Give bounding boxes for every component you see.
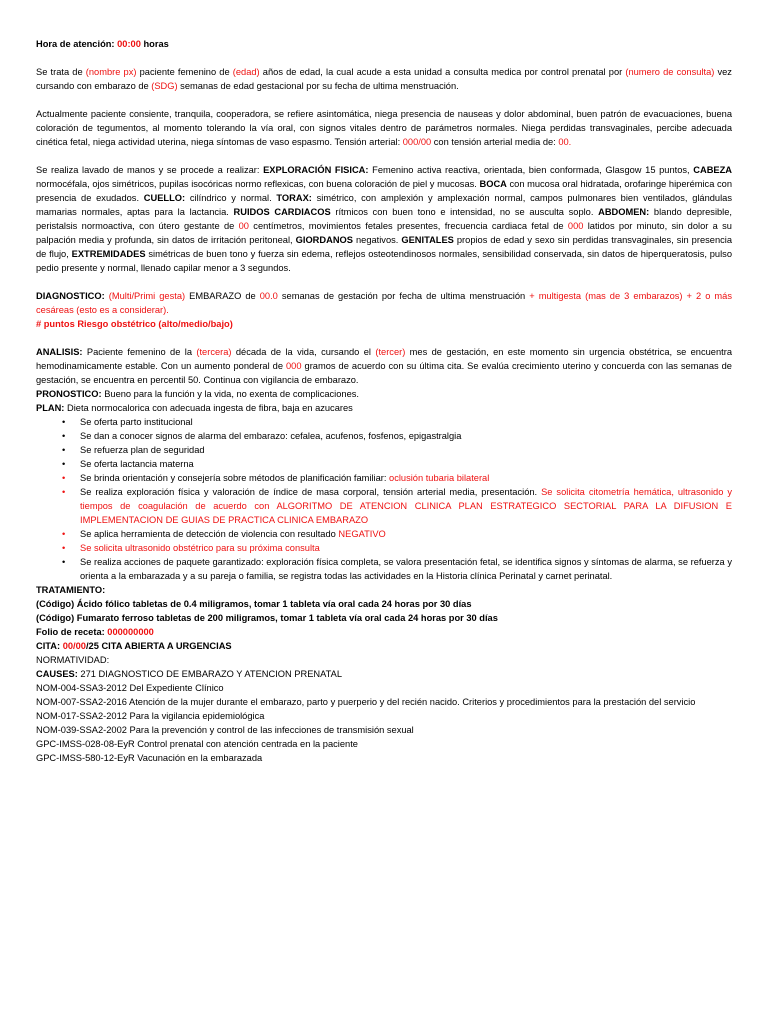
multigesta-note: + multigesta (mas de 3 embarazos) + 2 o más cesáreas (esto es a considerar). [36, 291, 732, 315]
appointment-label: CITA: [36, 641, 63, 651]
appointment-line [36, 639, 732, 653]
risk-label: # puntos Riesgo obstétrico [36, 319, 156, 329]
list-item [36, 485, 732, 527]
prognosis-label: PRONOSTICO: [36, 389, 102, 399]
norm-item: NOM-039-SSA2-2002 Para la prevención y control de las infecciones de transmisión sexual [36, 725, 414, 735]
appointment-date: 00/00 [62, 641, 86, 651]
text: simétricas de buen tono y fuerza sin edema, reflejos osteotendinosos normales, sensibilidad conservada, sin datos de hiperqueratosis, pulso pedio presente y normal, llenado capilar menor a 3 segundos. [36, 249, 732, 273]
text: gramos de acuerdo con su última cita. Se evalúa crecimiento uterino y concuerda con las semanas de gestación, se encuentra en percentil 50. Continua con vigilancia de embarazo. [36, 361, 732, 385]
prognosis-line [36, 387, 732, 401]
exam-heading: CABEZA [693, 165, 733, 175]
list-item-text: Se dan a conocer signos de alarma del embarazo: cefalea, acufenos, fosfenos, epigastralgia [80, 431, 462, 441]
text: propios de edad y sexo sin perdidas transvaginales, sin presencia de flujo, [36, 235, 732, 259]
list-item-highlight: Se solicita citometría hemática, ultrasonido y tiempos de coagulación de acuerdo con ALGORITMO DE ATENCION CLINICA PLAN ESTRATEGICO SECTORIAL PARA LA DIFUSION E IMPLEMENTACION DE GUIAS DE PRACTICA CLINICA EMBARAZO [80, 487, 732, 525]
bullet-icon: • [62, 473, 66, 483]
text: negativos. [352, 235, 402, 245]
causes-line [36, 667, 732, 681]
text: centímetros, movimientos fetales presentes, frecuencia cardiaca fetal de [248, 221, 568, 231]
prescription-2 [36, 611, 732, 625]
diagnosis-label: DIAGNOSTICO: [36, 291, 105, 301]
decade-placeholder: (tercera) [196, 347, 232, 357]
risk-value-placeholder: (alto/medio/bajo) [155, 319, 233, 329]
text: Femenino activa reactiva, orientada, bien conformada, Glasgow 15 puntos, [368, 165, 694, 175]
text: con mucosa oral hidratada, orofaringe hiperémica con presencia de exudados. [36, 179, 732, 203]
causes-label: CAUSES: [36, 669, 78, 679]
text: Paciente femenino de la [82, 347, 197, 357]
norm-item: GPC-IMSS-028-08-EyR Control prenatal con atención centrada en la paciente [36, 739, 358, 749]
treatment-label: TRATAMIENTO: [36, 585, 106, 595]
list-item [36, 443, 732, 457]
text: normocéfala, ojos simétricos, pupilas isocóricas normo reflexicas, con buena coloración de piel y mucosas. [36, 179, 480, 189]
uterine-height-value: 00 [238, 221, 249, 231]
text: semanas de gestación por fecha de ultima menstruación [277, 291, 530, 301]
text: vez cursando con embarazo de [36, 67, 732, 91]
fetal-heart-rate-value: 000 [567, 221, 584, 231]
list-item [36, 527, 732, 541]
list-item [36, 457, 732, 471]
plan-text: Dieta normocalorica con adecuada ingesta de fibra, baja en azucares [64, 403, 353, 413]
causes-text: 271 DIAGNOSTICO DE EMBARAZO Y ATENCION PRENATAL [77, 669, 343, 679]
list-item-text: Se oferta parto institucional [80, 417, 193, 427]
gesta-placeholder: (Multi/Primi gesta) [104, 291, 186, 301]
text: años de edad, la cual acude a esta unidad a consulta medica por control prenatal por [259, 67, 626, 77]
bullet-icon: • [62, 459, 66, 469]
text: mes de gestación, en este momento sin urgencia obstétrica, se encuentra hemodinamicamente estable. Con un aumento ponderal de [36, 347, 732, 371]
norm-item: GPC-IMSS-580-12-EyR Vacunación en la embarazada [36, 753, 263, 763]
list-item-text: Se aplica herramienta de detección de violencia con resultado [80, 529, 339, 539]
attention-label: Hora de atención: [36, 39, 115, 49]
exam-heading: GIORDANOS [295, 235, 353, 245]
intro-paragraph [36, 65, 732, 93]
bullet-icon: • [62, 445, 66, 455]
list-item [36, 541, 732, 555]
attention-time-value: 00:00 [117, 39, 141, 49]
diagnosis-paragraph [36, 289, 732, 317]
list-item [36, 415, 732, 429]
text: Se trata de [36, 67, 86, 77]
exam-heading: RUIDOS CARDIACOS [233, 207, 331, 217]
text: Se realiza lavado de manos y se procede a realizar: [36, 165, 264, 175]
list-item-text: Se realiza acciones de paquete garantizado: exploración física completa, se valora presentación fetal, se identifica signos y síntomas de alarma, se refuerza y orienta a la embarazada y a su pareja o familia, se registra todas las actividades en la Historia clínica Perinatal y carnet perinatal. [80, 557, 732, 581]
bullet-icon: • [62, 417, 66, 427]
list-item-highlight: oclusión tubaria bilateral [389, 473, 490, 483]
exam-heading: ABDOMEN: [598, 207, 650, 217]
text: rítmicos con buen tono e intensidad, no se ausculta soplo. [330, 207, 599, 217]
text: blando depresible, peristalsis normoactiva, con útero gestante de [36, 207, 732, 231]
bullet-icon: • [62, 487, 66, 497]
list-item [36, 429, 732, 443]
plan-list [36, 415, 732, 583]
attention-unit: horas [143, 39, 169, 49]
weight-gain-value: 000 [286, 361, 302, 371]
text: semanas de edad gestacional por su fecha de ultima menstruación. [177, 81, 459, 91]
norm-item: NOM-004-SSA3-2012 Del Expediente Clínico [36, 683, 224, 693]
list-item [36, 555, 732, 583]
text: Actualmente paciente consiente, tranquila, cooperadora, se refiere asintomática, niega presencia de nauseas y dolor abdominal, buen patrón de evacuaciones, buena coloración de tegumentos, al momento tolerando la vía oral, con signos vitales dentro de parámetros normales. Niega perdidas transvaginales, percibe adecuada cinética fetal, niega actividad uterina, niega síntomas de vaso espasmo. Tensión arterial: [36, 109, 732, 147]
prescription-text: (Código) Fumarato ferroso tabletas de 200 miligramos, tomar 1 tableta vía oral cada 24 horas por 30 días [36, 613, 498, 623]
prescription-1 [36, 597, 732, 611]
list-item-text: Se realiza exploración física y valoración de índice de masa corporal, tensión arterial media, presentación. [80, 487, 542, 497]
list-item-text: Se brinda orientación y consejería sobre métodos de planificación familiar: [80, 473, 390, 483]
bullet-icon: • [62, 529, 66, 539]
list-item-highlight: NEGATIVO [338, 529, 386, 539]
list-item [36, 471, 732, 485]
folio-line [36, 625, 732, 639]
exam-heading: EXTREMIDADES [71, 249, 146, 259]
attention-time [36, 37, 732, 51]
patient-name-placeholder: (nombre px) [85, 67, 137, 77]
folio-value: 000000000 [107, 627, 154, 637]
plan-line [36, 401, 732, 415]
text: EMBARAZO de [185, 291, 260, 301]
exam-heading: EXPLORACIÓN FISICA: [263, 165, 369, 175]
plan-label: PLAN: [36, 403, 65, 413]
bullet-icon: • [62, 431, 66, 441]
list-item-text: Se oferta lactancia materna [80, 459, 194, 469]
exam-heading: GENITALES [401, 235, 454, 245]
norms-title: NORMATIVIDAD: [36, 655, 110, 665]
age-placeholder: (edad) [232, 67, 260, 77]
analysis-paragraph [36, 345, 732, 387]
prescription-text: (Código) Ácido fólico tabletas de 0.4 miligramos, tomar 1 tableta vía oral cada 24 horas por 30 días [36, 599, 472, 609]
analysis-label: ANALISIS: [36, 347, 83, 357]
mean-pressure-value: 00. [558, 137, 572, 147]
text: paciente femenino de [136, 67, 233, 77]
norm-item: NOM-017-SSA2-2012 Para la vigilancia epidemiológica [36, 711, 265, 721]
physical-exam-paragraph [36, 163, 732, 275]
visit-number-placeholder: (numero de consulta) [625, 67, 715, 77]
norm-item: NOM-007-SSA2-2016 Atención de la mujer durante el embarazo, parto y puerperio y del recién nacido. Criterios y procedimientos para la prestación del servicio [36, 697, 696, 707]
treatment-heading [36, 583, 732, 597]
bullet-icon: • [62, 543, 66, 553]
text: cilíndrico y normal. [185, 193, 277, 203]
blood-pressure-value: 000/00 [402, 137, 432, 147]
weeks-value: 00.0 [259, 291, 278, 301]
text: década de la vida, cursando el [231, 347, 376, 357]
bullet-icon: • [62, 557, 66, 567]
exam-heading: TORAX: [276, 193, 312, 203]
list-item-highlight: Se solicita ultrasonido obstétrico para su próxima consulta [80, 543, 320, 553]
list-item-text: Se refuerza plan de seguridad [80, 445, 205, 455]
exam-heading: CUELLO: [143, 193, 186, 203]
risk-line [36, 317, 732, 331]
current-status-paragraph [36, 107, 732, 149]
clinical-note [36, 37, 732, 765]
appointment-note: /25 CITA ABIERTA A URGENCIAS [85, 641, 232, 651]
prognosis-text: Bueno para la función y la vida, no exenta de complicaciones. [101, 389, 359, 399]
month-placeholder: (tercer) [375, 347, 406, 357]
sdg-placeholder: (SDG) [151, 81, 178, 91]
text: simétrico, con amplexión y amplexación normal, campos pulmonares bien ventilados, glándulas mamarias normales, aptas para la lactancia. [36, 193, 732, 217]
exam-heading: BOCA [479, 179, 507, 189]
text: latidos por minuto, sin dolor a su palpación media y profunda, sin datos de irritación peritoneal, [36, 221, 732, 245]
folio-label: Folio de receta: [36, 627, 108, 637]
text: con tensión arterial media de: [431, 137, 559, 147]
